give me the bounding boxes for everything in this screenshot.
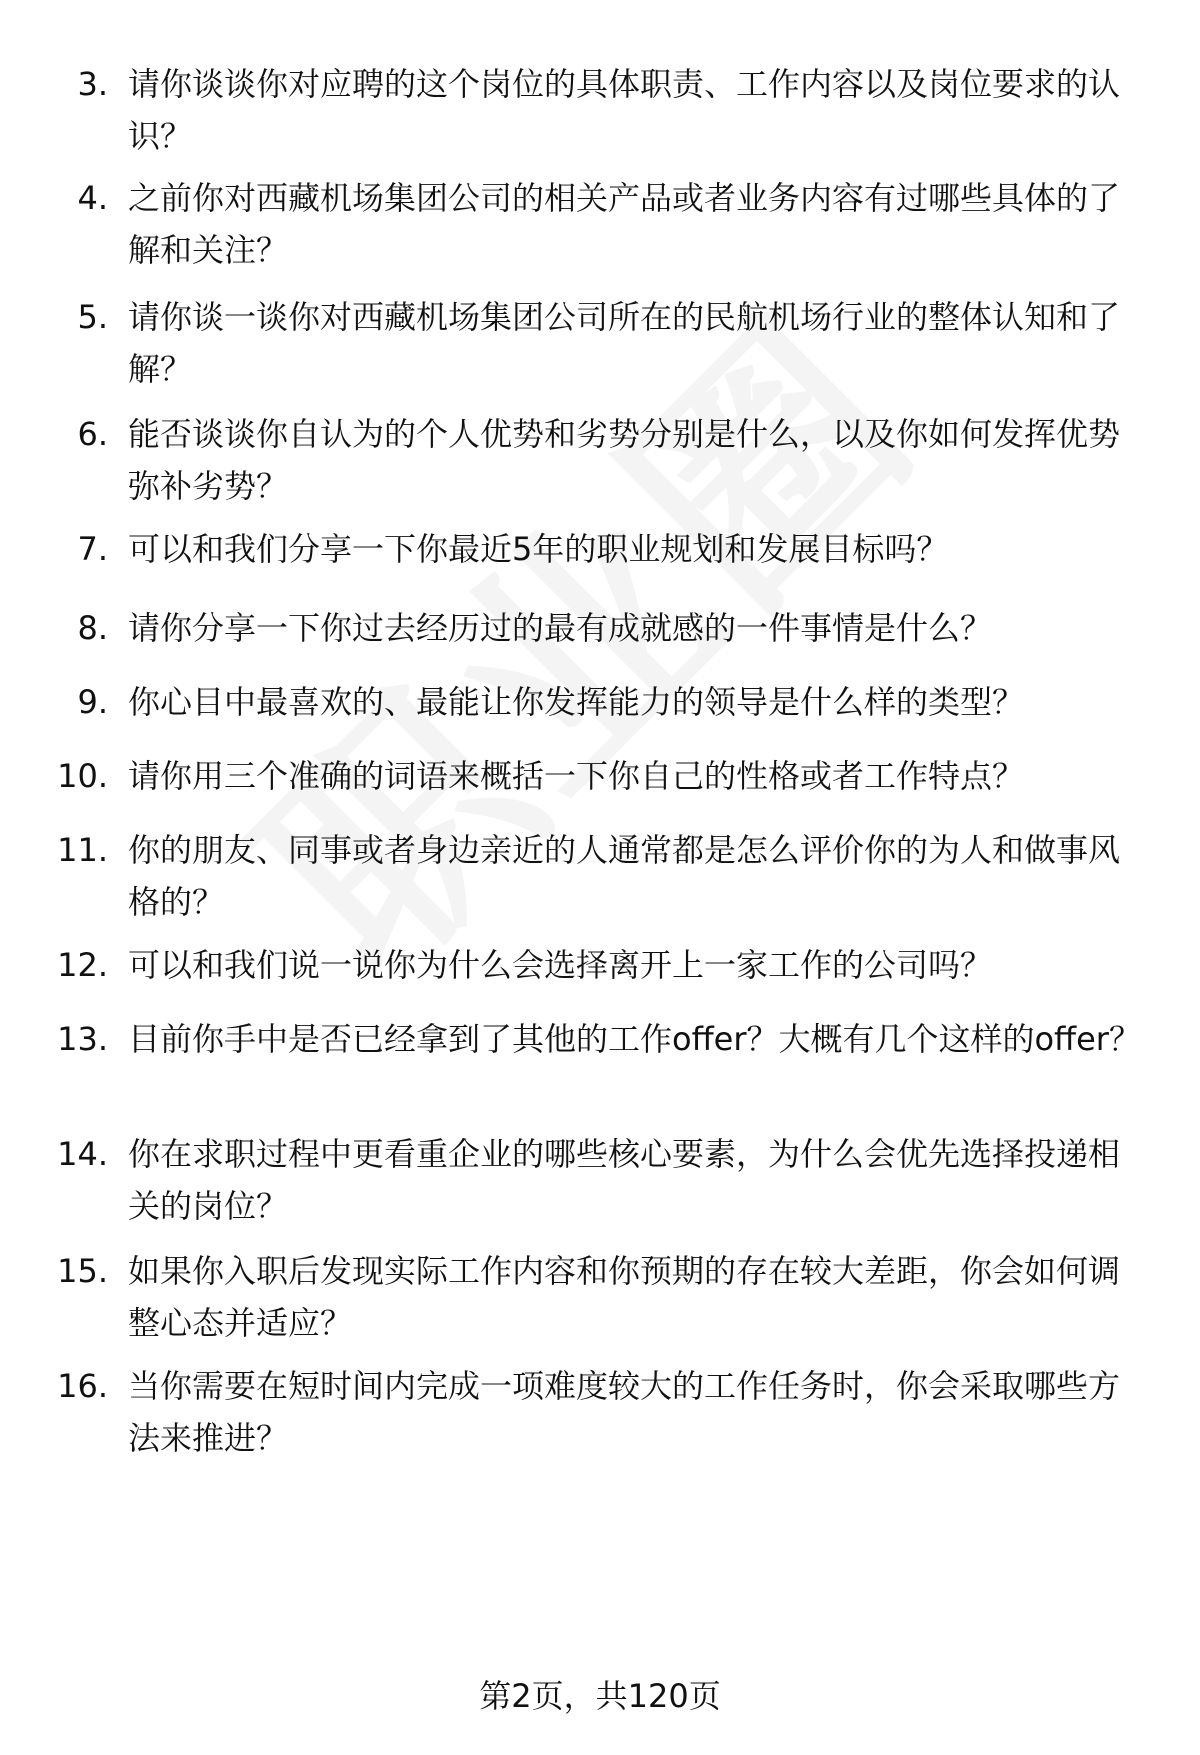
question-text: 之前你对西藏机场集团公司的相关产品或者业务内容有过哪些具体的了解和关注？ <box>128 179 1121 269</box>
question-number: 16. <box>57 1367 108 1405</box>
question-text: 能否谈谈你自认为的个人优势和劣势分别是什么，以及你如何发挥优势弥补劣势？ <box>128 415 1121 505</box>
question-number: 9. <box>77 683 108 721</box>
question-number: 13. <box>57 1020 108 1058</box>
question-number: 5. <box>77 298 108 336</box>
question-text: 你心目中最喜欢的、最能让你发挥能力的领导是什么样的类型？ <box>128 683 1025 721</box>
question-text: 可以和我们说一说你为什么会选择离开上一家工作的公司吗？ <box>128 946 993 984</box>
question-number: 12. <box>57 946 108 984</box>
question-number: 14. <box>57 1135 108 1173</box>
question-number: 10. <box>57 757 108 795</box>
question-text: 可以和我们分享一下你最近5年的职业规划和发展目标吗？ <box>128 530 949 568</box>
question-text: 请你谈一谈你对西藏机场集团公司所在的民航机场行业的整体认知和了解？ <box>128 298 1121 388</box>
question-text: 当你需要在短时间内完成一项难度较大的工作任务时，你会采取哪些方法来推进？ <box>128 1367 1121 1457</box>
question-text: 如果你入职后发现实际工作内容和你预期的存在较大差距，你会如何调整心态并适应？ <box>128 1252 1121 1342</box>
question-number: 7. <box>77 530 108 568</box>
question-text: 请你分享一下你过去经历过的最有成就感的一件事情是什么？ <box>128 609 993 647</box>
question-number: 3. <box>77 65 108 103</box>
question-text: 请你谈谈你对应聘的这个岗位的具体职责、工作内容以及岗位要求的认识？ <box>128 65 1121 155</box>
question-number: 8. <box>77 609 108 647</box>
question-number: 6. <box>77 415 108 453</box>
question-number: 4. <box>77 179 108 217</box>
question-text: 请你用三个准确的词语来概括一下你自己的性格或者工作特点？ <box>128 757 1025 795</box>
question-text: 你在求职过程中更看重企业的哪些核心要素，为什么会优先选择投递相关的岗位？ <box>128 1135 1121 1225</box>
question-text: 你的朋友、同事或者身边亲近的人通常都是怎么评价你的为人和做事风格的？ <box>128 831 1121 921</box>
question-text: 目前你手中是否已经拿到了其他的工作offer？大概有几个这样的offer？ <box>128 1020 1141 1058</box>
page-number-footer: 第2页，共120页 <box>479 1677 721 1715</box>
question-number: 15. <box>57 1252 108 1290</box>
question-number: 11. <box>57 831 108 869</box>
